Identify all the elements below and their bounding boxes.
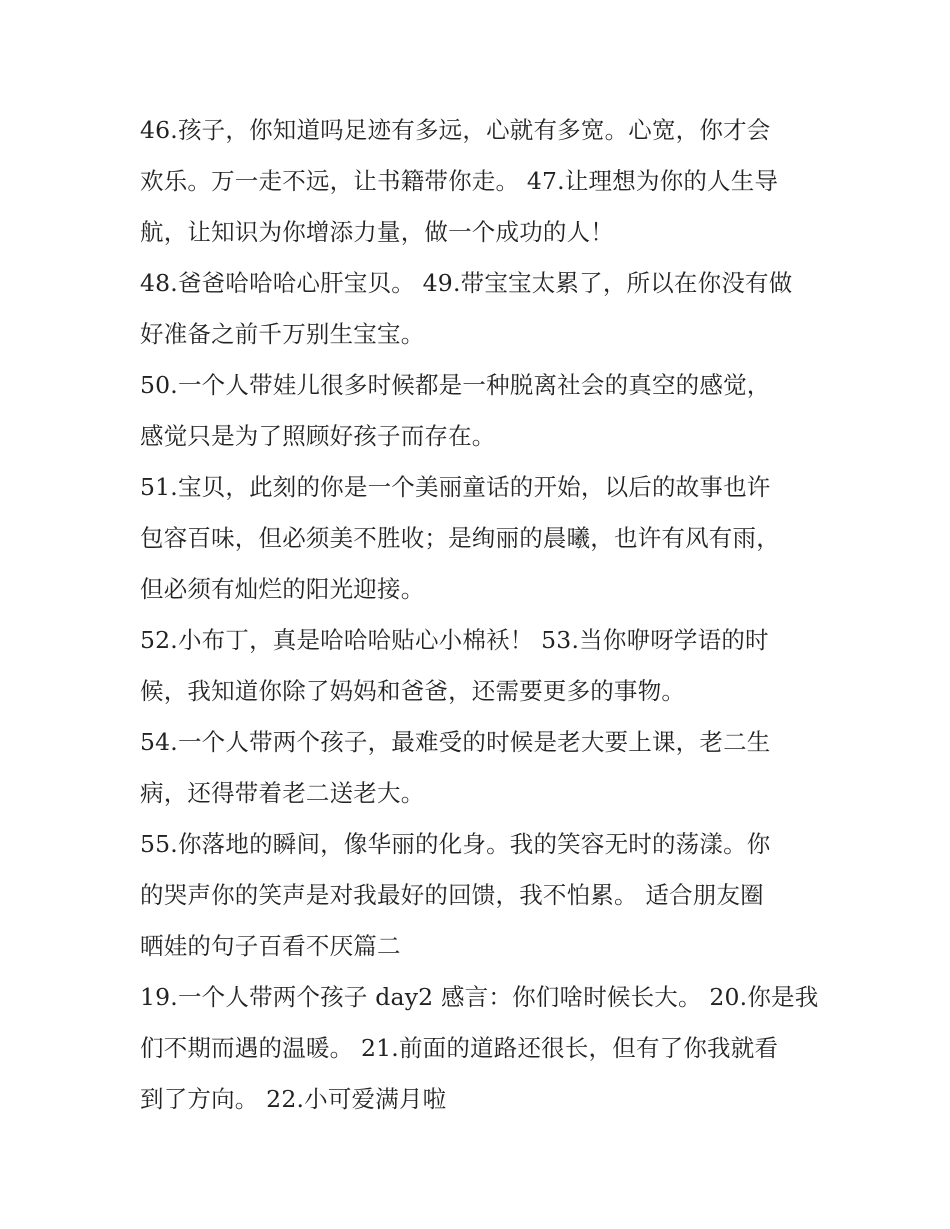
text-line: 但必须有灿烂的阳光迎接。 <box>140 575 425 603</box>
text-line: 好准备之前千万别生宝宝。 <box>140 320 425 348</box>
text-line: 包容百味，但必须美不胜收；是绚丽的晨曦，也许有风有雨， <box>140 524 780 552</box>
text-line: 的哭声你的笑声是对我最好的回馈，我不怕累。 适合朋友圈 <box>140 881 764 909</box>
text-line: 51.宝贝，此刻的你是一个美丽童话的开始，以后的故事也许 <box>140 473 771 501</box>
text-line: 54.一个人带两个孩子，最难受的时候是老大要上课，老二生 <box>140 728 771 756</box>
text-line: 病，还得带着老二送老大。 <box>140 779 425 807</box>
text-line: 们不期而遇的温暖。 21.前面的道路还很长，但有了你我就看 <box>140 1034 779 1062</box>
document-body <box>140 105 820 1125</box>
text-line: 52.小布丁，真是哈哈哈贴心小棉袄！ 53.当你咿呀学语的时 <box>140 626 769 654</box>
text-line: 48.爸爸哈哈哈心肝宝贝。 49.带宝宝太累了，所以在你没有做 <box>140 269 793 297</box>
text-line: 19.一个人带两个孩子 day2 感言：你们啥时候长大。 20.你是我 <box>140 983 819 1011</box>
text-line: 到了方向。 22.小可爱满月啦 <box>140 1085 447 1113</box>
text-line: 晒娃的句子百看不厌篇二 <box>140 932 401 960</box>
text-line: 航，让知识为你增添力量，做一个成功的人！ <box>140 218 614 246</box>
text-line: 候，我知道你除了妈妈和爸爸，还需要更多的事物。 <box>140 677 686 705</box>
text-line: 欢乐。万一走不远，让书籍带你走。 47.让理想为你的人生导 <box>140 167 779 195</box>
text-line: 感觉只是为了照顾好孩子而存在。 <box>140 422 496 450</box>
text-line: 46.孩子，你知道吗足迹有多远，心就有多宽。心宽，你才会 <box>140 116 771 144</box>
text-line: 50.一个人带娃儿很多时候都是一种脱离社会的真空的感觉， <box>140 371 771 399</box>
text-line: 55.你落地的瞬间，像华丽的化身。我的笑容无时的荡漾。你 <box>140 830 771 858</box>
